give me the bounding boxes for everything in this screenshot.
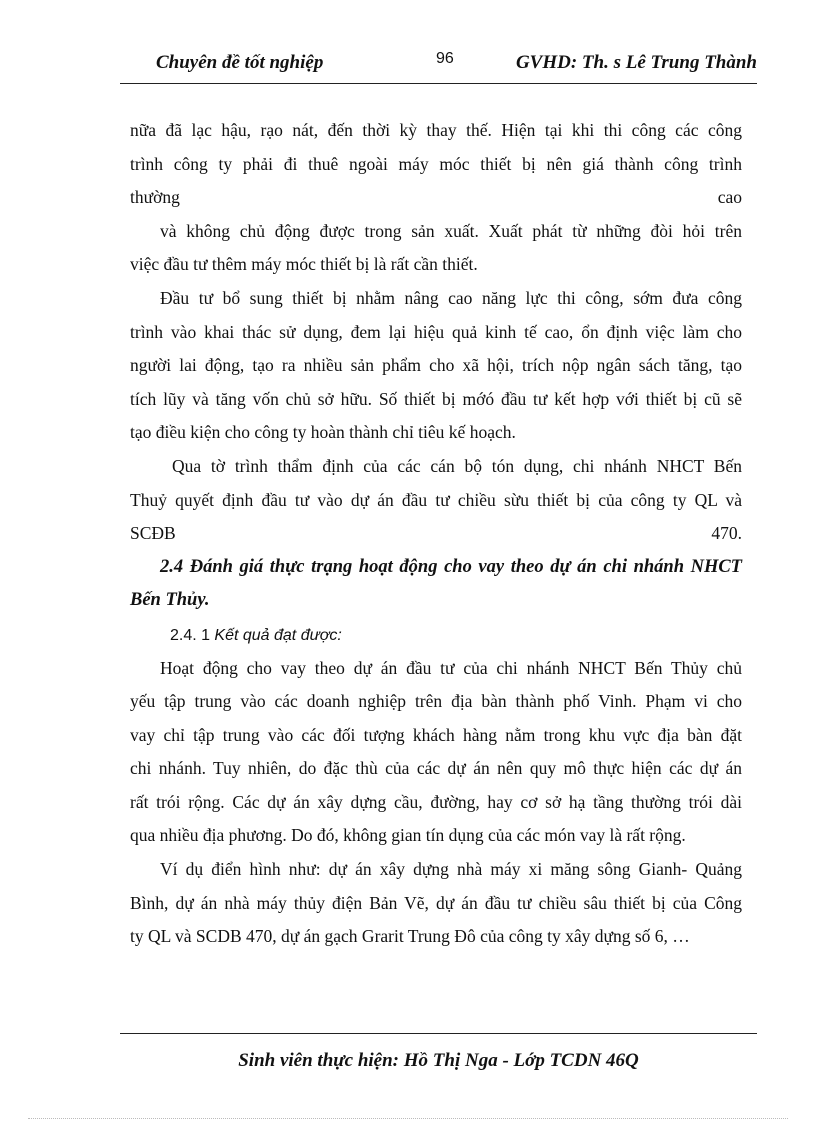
paragraph-line: trình công ty phải đi thuê ngoài máy móc thiết bị nên giá thành công trình [130, 153, 742, 174]
paragraph-line: nữa đã lạc hậu, rạo nát, đến thời kỳ thay thế. Hiện tại khi thi công các công [130, 120, 742, 140]
paragraph-line: tích lũy và tăng vốn chủ sở hữu. Số thiết bị mớó đầu tư kết hợp với thiết bị cũ sẽ [130, 388, 742, 409]
paragraph-line: Đầu tư bổ sung thiết bị nhằm nâng cao năng lực thi công, sớm đưa công [160, 287, 742, 308]
page-number: 96 [436, 50, 454, 67]
paragraph-line: chi nhánh. Tuy nhiên, do đặc thù của các dự án nên quy mô thực hiện các dự án [130, 758, 742, 779]
word: 470. [711, 523, 742, 544]
footer-rule [120, 1033, 757, 1034]
page-footer: Sinh viên thực hiện: Hồ Thị Nga - Lớp TCDN 46Q [238, 1050, 639, 1071]
paragraph-line: tạo điều kiện cho công ty hoàn thành chỉ tiêu kế hoạch. [130, 422, 516, 443]
paragraph-line: ty QL và SCDB 470, dự án gạch Grarit Trung Đô của công ty xây dựng số 6, … [130, 926, 690, 947]
paragraph-line: người lai động, tạo ra nhiều sản phẩm cho xã hội, trích nộp ngân sách tăng, tạo [130, 355, 742, 376]
paragraph-line: qua nhiều địa phương. Do đó, không gian tín dụng của các món vay là rất rộng. [130, 825, 686, 846]
document-body [130, 114, 742, 954]
header-rule [120, 83, 757, 84]
section-heading: 2.4 Đánh giá thực trạng hoạt động cho vay theo dự án chi nhánh NHCT [160, 556, 742, 577]
paragraph-line: Bình, dự án nhà máy thủy điện Bản Vẽ, dự án đầu tư chiều sâu thiết bị của Công [130, 892, 742, 913]
word: SCĐB [130, 523, 176, 544]
word: cao [717, 187, 742, 208]
word: thường [130, 187, 180, 208]
paragraph-line: trình vào khai thác sử dụng, đem lại hiệu quả kinh tế cao, ổn định việc làm cho [130, 321, 742, 342]
paragraph-line: Thuỷ quyết định đầu tư vào dự án đầu tư chiều sừu thiết bị của công ty QL và [130, 489, 742, 510]
paragraph-line: rất trói rộng. Các dự án xây dựng cầu, đường, hay cơ sở hạ tầng thường trói dài [130, 791, 742, 812]
page-header [120, 50, 757, 80]
paragraph-line [130, 181, 742, 215]
header-advisor: GVHD: Th. s Lê Trung Thành [515, 52, 757, 73]
paragraph-line: việc đầu tư thêm máy móc thiết bị là rất cần thiết. [130, 254, 478, 275]
paragraph-line: yếu tập trung vào các doanh nghiệp trên địa bàn thành phố Vinh. Phạm vi cho [130, 691, 742, 712]
subsection-number: 2.4. 1 [170, 626, 211, 644]
header-title: Chuyên đề tốt nghiệp [156, 52, 324, 73]
page-edge-divider [28, 1118, 788, 1119]
paragraph-line: vay chỉ tập trung vào các đối tượng khách hàng nằm trong khu vực địa bàn đặt [130, 724, 742, 745]
paragraph-line: Qua tờ trình thẩm định của các cán bộ tón dụng, chi nhánh NHCT Bến [172, 455, 742, 476]
paragraph-line [130, 517, 742, 551]
paragraph-line: Hoạt động cho vay theo dự án đầu tư của chi nhánh NHCT Bến Thủy chủ [160, 657, 742, 678]
section-heading-cont: Bến Thủy. [130, 590, 210, 611]
subsection-title: Kết quả đạt được: [214, 626, 342, 644]
subsection-heading [130, 618, 742, 652]
paragraph-line: và không chủ động được trong sản xuất. Xuất phát từ những đòi hỏi trên [160, 220, 742, 241]
paragraph-line: Ví dụ điển hình như: dự án xây dựng nhà máy xi măng sông Gianh- Quảng [160, 859, 742, 880]
